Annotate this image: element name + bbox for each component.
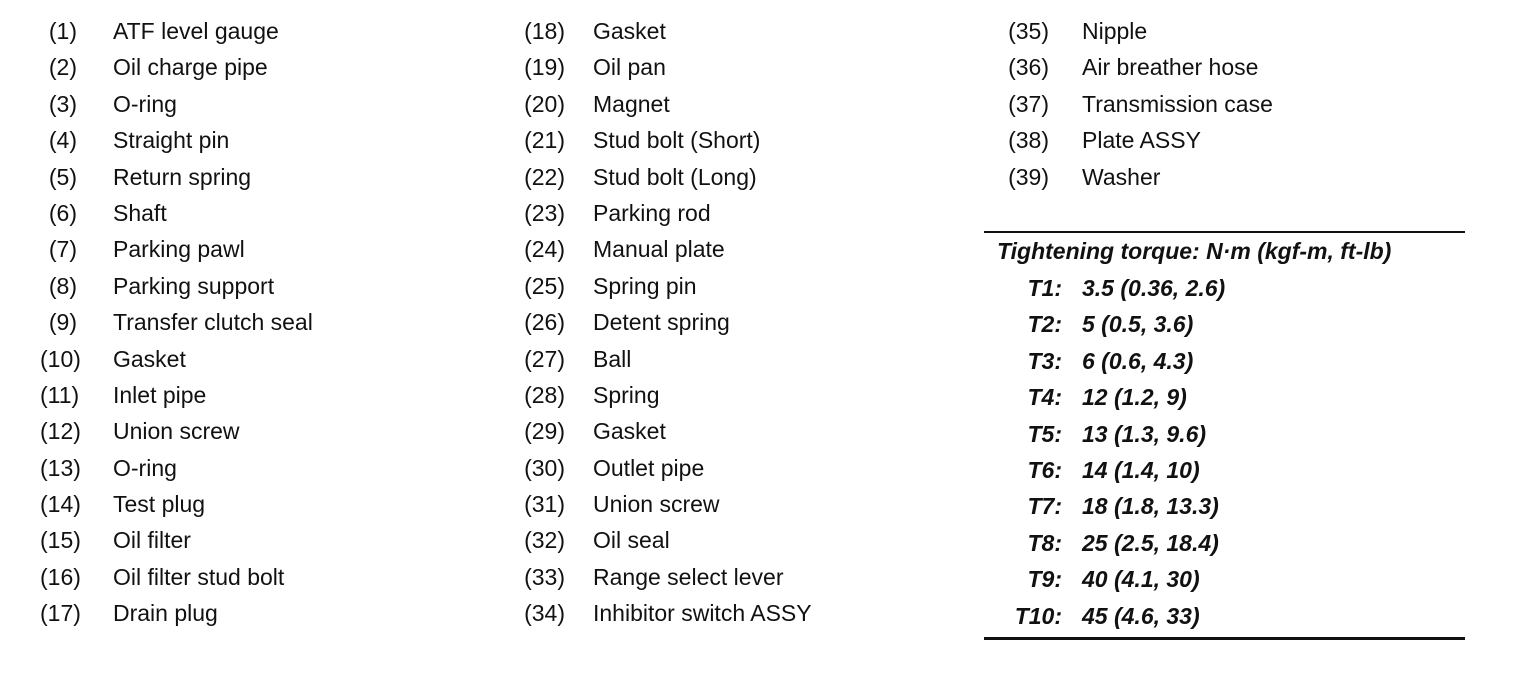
part-number: (36) — [1008, 54, 1049, 81]
part-name: Union screw — [113, 418, 240, 445]
part-number: (39) — [1008, 163, 1049, 190]
part-number: (19) — [524, 54, 565, 81]
part-number: (31) — [524, 491, 565, 518]
part-number: (10) — [40, 345, 81, 372]
part-name: Gasket — [593, 18, 666, 44]
part-number: (28) — [524, 381, 565, 408]
part-number: (15) — [40, 527, 81, 554]
part-number: (21) — [524, 127, 565, 154]
torque-row — [984, 379, 1465, 415]
part-name: Drain plug — [113, 600, 218, 627]
part-name: Gasket — [593, 418, 666, 445]
part-name: Oil pan — [593, 54, 666, 81]
torque-code: T5: — [1027, 420, 1062, 447]
part-name: Oil seal — [593, 527, 670, 554]
part-name: Oil filter — [113, 527, 191, 554]
torque-value: 5 (0.5, 3.6) — [1082, 311, 1194, 338]
part-name: Inlet pipe — [113, 381, 207, 408]
part-number: (12) — [40, 418, 81, 445]
torque-row — [984, 452, 1465, 488]
part-name: Return spring — [113, 163, 252, 190]
part-name: Stud bolt (Short) — [593, 127, 761, 154]
torque-value: 18 (1.8, 13.3) — [1082, 493, 1219, 520]
torque-code: T1: — [1027, 275, 1062, 301]
part-name: Ball — [593, 345, 632, 372]
torque-code: T7: — [1027, 493, 1062, 520]
part-name: Transfer clutch seal — [113, 309, 313, 336]
torque-row — [984, 488, 1465, 524]
part-number: (13) — [40, 454, 81, 481]
part-number: (24) — [524, 236, 565, 263]
part-name: Manual plate — [593, 236, 725, 263]
part-name: Spring — [593, 381, 660, 408]
torque-row — [984, 525, 1465, 561]
torque-code: T9: — [1027, 566, 1062, 593]
part-number: (6) — [48, 199, 77, 226]
part-name: Gasket — [113, 345, 186, 372]
torque-table-title: Tightening torque: N·m (kgf-m, ft-lb) — [997, 238, 1392, 264]
part-name: Plate ASSY — [1082, 127, 1201, 154]
part-name: Nipple — [1082, 18, 1148, 44]
torque-code: T4: — [1027, 384, 1062, 411]
part-name: Test plug — [113, 491, 206, 518]
part-name: Range select lever — [593, 563, 784, 590]
torque-row — [984, 306, 1465, 342]
part-name: Oil charge pipe — [113, 54, 268, 81]
part-number: (17) — [40, 600, 81, 627]
part-name: Parking support — [113, 272, 275, 299]
torque-row — [984, 343, 1465, 379]
torque-code: T3: — [1027, 347, 1062, 374]
torque-value: 45 (4.6, 33) — [1082, 602, 1200, 629]
part-number: (34) — [524, 600, 565, 627]
part-number: (16) — [40, 563, 81, 590]
part-number: (30) — [524, 454, 565, 481]
torque-row — [984, 598, 1465, 634]
part-name: ATF level gauge — [113, 18, 279, 44]
part-name: Inhibitor switch ASSY — [593, 600, 812, 627]
torque-row — [984, 270, 1465, 306]
part-name: Straight pin — [113, 127, 230, 154]
part-number: (3) — [48, 90, 77, 117]
torque-value: 6 (0.6, 4.3) — [1082, 347, 1194, 374]
part-number: (7) — [48, 236, 77, 263]
part-name: O-ring — [113, 454, 177, 481]
part-number: (33) — [524, 563, 565, 590]
part-number: (2) — [48, 54, 77, 81]
part-number: (9) — [48, 309, 77, 336]
part-number: (4) — [48, 127, 77, 154]
part-number: (32) — [524, 527, 565, 554]
part-number: (1) — [48, 18, 77, 44]
part-name: Oil filter stud bolt — [113, 563, 285, 590]
part-name: Transmission case — [1082, 90, 1273, 117]
torque-code: T8: — [1027, 529, 1062, 556]
part-number: (14) — [40, 491, 81, 518]
torque-value: 14 (1.4, 10) — [1082, 456, 1200, 483]
part-number: (22) — [524, 163, 565, 190]
torque-value: 13 (1.3, 9.6) — [1082, 420, 1207, 447]
part-number: (26) — [524, 309, 565, 336]
torque-value: 40 (4.1, 30) — [1082, 566, 1200, 593]
part-number: (37) — [1008, 90, 1049, 117]
part-number: (25) — [524, 272, 565, 299]
part-name: Stud bolt (Long) — [593, 163, 757, 190]
part-number: (11) — [40, 381, 80, 408]
part-number: (5) — [48, 163, 77, 190]
part-name: Air breather hose — [1082, 54, 1259, 81]
part-name: Shaft — [113, 199, 167, 226]
part-name: Detent spring — [593, 309, 730, 336]
part-number: (35) — [1008, 18, 1049, 44]
torque-table — [984, 231, 1465, 640]
part-number: (27) — [524, 345, 565, 372]
part-number: (8) — [48, 272, 77, 299]
part-name: Magnet — [593, 90, 670, 117]
part-name: O-ring — [113, 90, 177, 117]
torque-value: 25 (2.5, 18.4) — [1082, 529, 1219, 556]
part-name: Union screw — [593, 491, 720, 518]
torque-code: T2: — [1027, 311, 1062, 338]
part-number: (38) — [1008, 127, 1049, 154]
torque-row — [984, 416, 1465, 452]
part-name: Washer — [1082, 163, 1161, 190]
part-number: (23) — [524, 199, 565, 226]
torque-code: T6: — [1027, 456, 1062, 483]
part-name: Parking pawl — [113, 236, 245, 263]
part-name: Spring pin — [593, 272, 697, 299]
part-number: (20) — [524, 90, 565, 117]
part-number: (18) — [524, 18, 565, 44]
part-number: (29) — [524, 418, 565, 445]
part-name: Outlet pipe — [593, 454, 705, 481]
torque-code: T10: — [1014, 602, 1062, 629]
torque-value: 3.5 (0.36, 2.6) — [1082, 275, 1226, 301]
torque-value: 12 (1.2, 9) — [1082, 384, 1187, 411]
part-name: Parking rod — [593, 199, 711, 226]
torque-row — [984, 561, 1465, 597]
